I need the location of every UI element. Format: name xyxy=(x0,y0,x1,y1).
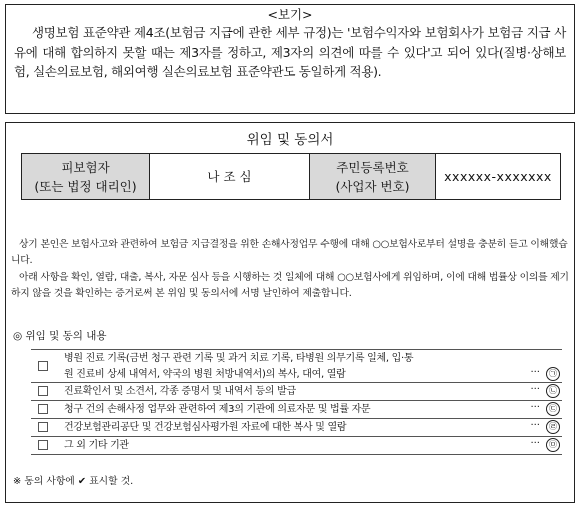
example-box xyxy=(5,4,575,114)
consent-item-text: 건강보험관리공단 및 건강보험심사평가원 자료에 대한 복사 및 열람 xyxy=(64,422,347,433)
form-title: 위임 및 동의서 xyxy=(246,132,334,148)
id-number-value[interactable]: xxxxxx-xxxxxxx xyxy=(436,154,561,200)
item-marker: ㉣ xyxy=(546,420,560,434)
consent-form xyxy=(5,122,575,503)
consent-items-list xyxy=(31,349,562,455)
example-box-title: <보기> xyxy=(267,7,313,22)
consent-item-text: 청구 건의 손해사정 업무와 관련하여 제3의 기관에 의료자문 및 법률 자문 xyxy=(64,404,371,415)
consent-item-5 xyxy=(31,437,562,455)
insured-info-table xyxy=(21,153,561,200)
delegation-paragraph-2: 아래 사항을 확인, 열람, 대출, 복사, 자문 심사 등을 시행하는 것 일체에 대해 ○○보험사에게 위임하며, 이에 대해 법률상 이의를 제기하지 않을 것을 확인하는 증거로써 본 위임 및 동의서에 서명 날인하여 제출합니다. xyxy=(11,272,569,299)
item-marker: ㉤ xyxy=(546,438,560,452)
id-label-cell xyxy=(310,154,436,200)
consent-item-1 xyxy=(31,349,562,383)
insured-label: 피보험자 xyxy=(61,159,110,175)
leader-dots: ··· xyxy=(530,367,540,378)
item-marker: ㉠ xyxy=(546,367,560,381)
leader-dots: ··· xyxy=(530,438,540,449)
consent-checkbox-4[interactable] xyxy=(38,422,48,432)
insured-label-sub: (또는 법정 대리인) xyxy=(34,178,137,194)
insured-name[interactable]: 나 조 심 xyxy=(150,154,310,200)
consent-item-text: 진료확인서 및 소견서, 각종 증명서 및 내역서 등의 발급 xyxy=(64,386,296,397)
delegation-paragraph-1: 상기 본인은 보험사고와 관련하여 보험금 지급결정을 위한 손해사정업무 수행에 대해 ○○보험사로부터 설명을 충분히 듣고 이해했습니다. xyxy=(11,239,568,266)
consent-item-line: 원 진료비 상세 내역서, 약국의 병원 처방내역서)의 복사, 대여, 열람 xyxy=(64,369,346,380)
item-marker: ㉡ xyxy=(546,384,560,398)
scope-label: ◎ 위임 및 동의 내용 xyxy=(13,330,107,342)
leader-dots: ··· xyxy=(530,420,540,431)
id-label-sub: (사업자 번호) xyxy=(335,178,410,194)
consent-item-text: 그 외 기타 기관 xyxy=(64,440,129,451)
consent-item-2 xyxy=(31,383,562,401)
consent-checkbox-2[interactable] xyxy=(38,386,48,396)
consent-item-line: 병원 진료 기록(금번 청구 관련 기록 및 과거 치료 기록, 타병원 의무기록 일체, 입·통 xyxy=(64,353,414,364)
consent-item-4 xyxy=(31,419,562,437)
example-box-body: 생명보험 표준약관 제4조(보험금 지급에 관한 세부 규정)는 '보험수익자와 보험회사가 보험금 지급 사유에 대해 합의하지 못할 때는 제3자를 정하고, 제3자의 의견에 따를 수 있다'고 되어 있다(질병·상해보험, 실손의료보험, 해외여행 실손의료보험 표준약관도 동일하게 적용). xyxy=(14,25,566,79)
consent-item-text xyxy=(64,351,504,383)
consent-item-3 xyxy=(31,401,562,419)
leader-dots: ··· xyxy=(530,384,540,395)
consent-checkbox-3[interactable] xyxy=(38,404,48,414)
leader-dots: ··· xyxy=(530,402,540,413)
check-instruction-note: ※ 동의 사항에 ✔ 표시할 것. xyxy=(13,476,134,487)
item-marker: ㉢ xyxy=(546,402,560,416)
id-label: 주민등록번호 xyxy=(336,159,409,175)
consent-checkbox-1[interactable] xyxy=(38,361,48,371)
consent-checkbox-5[interactable] xyxy=(38,440,48,450)
insured-label-cell xyxy=(22,154,150,200)
